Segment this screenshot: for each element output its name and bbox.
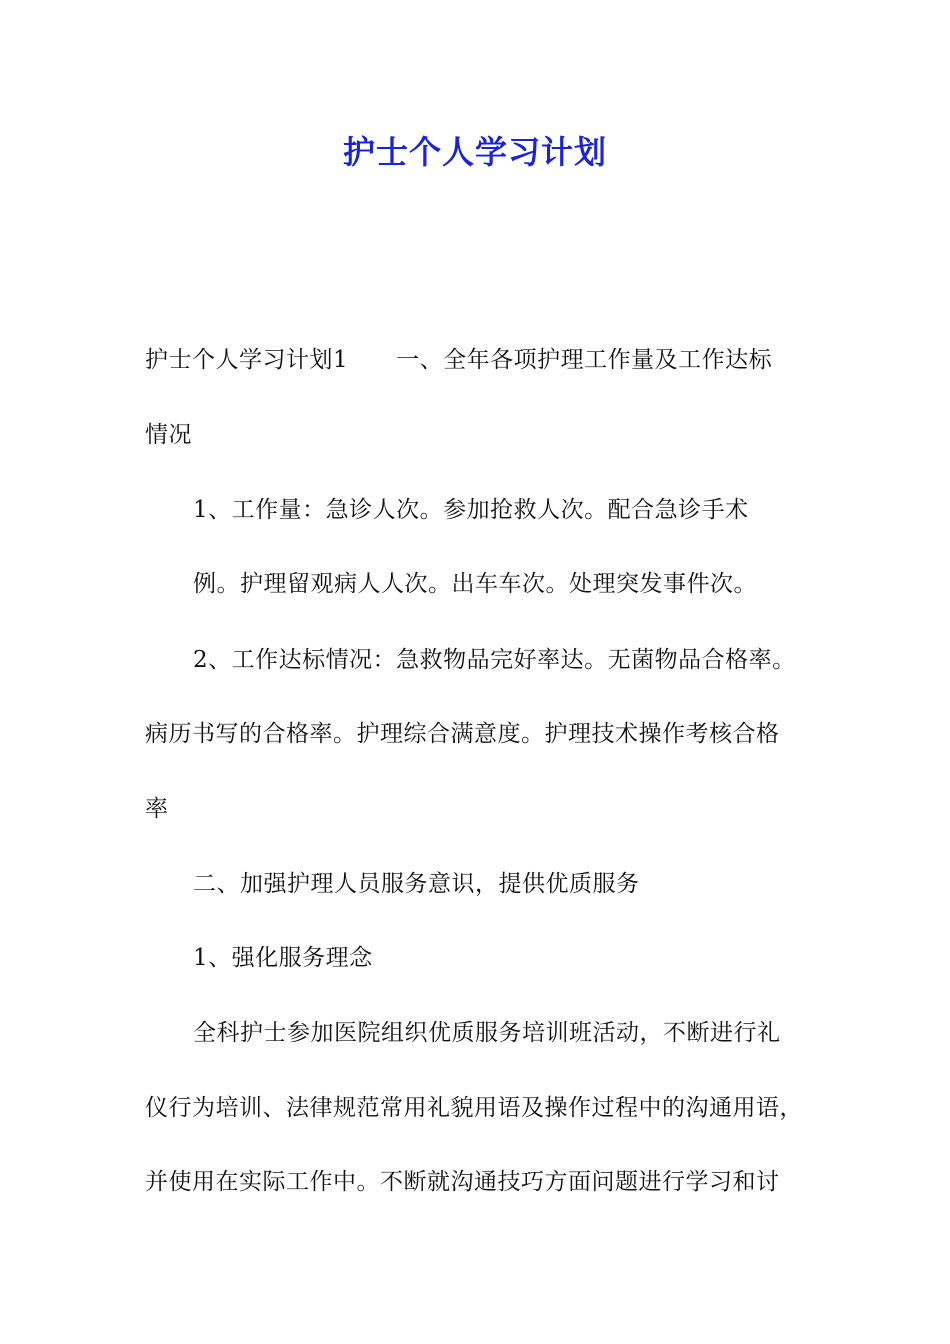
paragraph-line: 仪行为培训、法律规范常用礼貌用语及操作过程中的沟通用语， [145,1095,803,1121]
paragraph-line: 2、工作达标情况：急救物品完好率达。无菌物品合格率。 [193,647,796,673]
paragraph-line: 二、加强护理人员服务意识，提供优质服务 [193,871,640,897]
document-title: 护士个人学习计划 [342,133,607,171]
paragraph-line: 1、工作量：急诊人次。参加抢救人次。配合急诊手术 [193,497,749,523]
paragraph-line: 例。护理留观病人人次。出车车次。处理突发事件次。 [193,571,757,597]
paragraph-line: 情况 [145,422,192,448]
paragraph-line: 并使用在实际工作中。不断就沟通技巧方面问题进行学习和讨 [145,1169,780,1195]
paragraph-line: 全科护士参加医院组织优质服务培训班活动，不断进行礼 [193,1020,781,1046]
paragraph-line: 病历书写的合格率。护理综合满意度。护理技术操作考核合格 [145,721,780,747]
subsection-heading: 一、全年各项护理工作量及工作达标 [396,347,773,373]
paragraph-line: 率 [145,796,169,822]
paragraph-line: 1、强化服务理念 [193,945,373,971]
section-heading: 护士个人学习计划1 [145,347,349,373]
paragraph-line [145,343,772,377]
